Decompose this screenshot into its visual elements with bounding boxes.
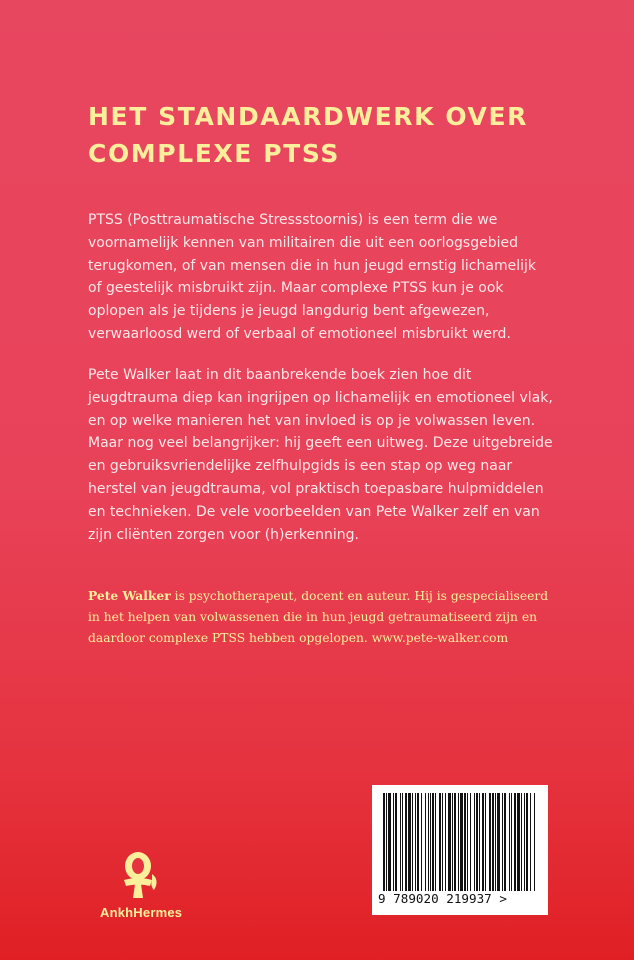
barcode-bar: [395, 793, 397, 891]
barcode-bar: [464, 793, 466, 891]
publisher-name: AnkhHermes: [100, 905, 183, 920]
barcode-bar: [534, 793, 535, 891]
barcode-bar: [421, 793, 422, 891]
text-line: voornamelijk kennen van militairen die uit een oorlogsgebied: [88, 234, 518, 251]
barcode-bar: [415, 793, 416, 891]
heading-line: HET STANDAARDWERK OVER: [88, 102, 529, 131]
barcode-bar: [445, 793, 446, 891]
barcode-bar: [430, 793, 431, 891]
barcode-bar: [497, 793, 500, 891]
barcode-bar: [526, 793, 528, 891]
barcode-bar: [517, 793, 520, 891]
barcode-bar: [393, 793, 394, 891]
barcode-bar: [458, 793, 459, 891]
barcode-bar: [412, 793, 413, 891]
barcode-bar: [435, 793, 436, 891]
author-bio-line: in het helpen van volwassenen die in hun jeugd getraumatiseerd zijn en: [88, 610, 538, 624]
description-paragraph-1: [88, 209, 568, 346]
description-paragraph-2: [88, 364, 568, 546]
barcode-bar: [530, 793, 531, 891]
author-bio: [88, 585, 568, 649]
text-line: oplopen als je tijdens je jeugd langdurig bent afgewezen,: [88, 303, 490, 320]
barcode-panel: [372, 785, 548, 915]
barcode-bar: [417, 793, 419, 891]
barcode-bar: [489, 793, 491, 891]
barcode-bar: [495, 793, 496, 891]
text-line: Maar nog veel belangrijker: hij geeft een uitweg. Deze uitgebreide: [88, 435, 553, 452]
author-bio-text: is psychotherapeut, docent en auteur. Hij is gespecialiseerd: [170, 589, 549, 603]
barcode-bar: [521, 793, 522, 891]
text-line: terugkomen, of van mensen die in hun jeugd ernstig lichamelijk: [88, 257, 536, 274]
text-line: of geestelijk misbruikt zijn. Maar complexe PTSS kun je ook: [88, 280, 504, 297]
barcode-bar: [454, 793, 456, 891]
barcode-bar: [402, 793, 403, 891]
text-line: en gebruiksvriendelijke zelfhulpgids is een stap op weg naar: [88, 458, 513, 475]
isbn-number: 9 789020 219937 >: [378, 891, 507, 906]
barcode-bar: [524, 793, 525, 891]
barcode-bar: [511, 793, 512, 891]
text-line: PTSS (Posttraumatische Stressstoornis) is een term die we: [88, 212, 498, 228]
barcode-bar: [479, 793, 480, 891]
cover-heading: [88, 98, 568, 172]
barcode-bar: [492, 793, 494, 891]
text-line: jeugdtrauma diep kan ingrijpen op lichamelijk en emotioneel vlak,: [88, 389, 553, 406]
text-line: Pete Walker laat in dit baanbrekende boek zien hoe dit: [88, 367, 472, 383]
barcode-bar: [442, 793, 443, 891]
barcode-bar: [425, 793, 426, 891]
publisher-logo: [100, 850, 190, 940]
barcode-bar: [408, 793, 411, 891]
barcode-bar: [432, 793, 434, 891]
text-line: en op welke manieren het van invloed is op je volwassen leven.: [88, 412, 536, 429]
barcode-bar: [514, 793, 516, 891]
author-name: Pete Walker: [88, 588, 171, 603]
barcode-bar: [476, 793, 478, 891]
author-bio-line: [88, 585, 568, 607]
barcode-bar: [467, 793, 468, 891]
barcode-bar: [400, 793, 401, 891]
barcode-bar: [428, 793, 429, 891]
barcode-bar: [452, 793, 453, 891]
barcode-bar: [388, 793, 391, 891]
text-line: herstel van jeugdtrauma, vol praktisch toepasbare hulpmiddelen: [88, 480, 544, 497]
barcode-bar: [482, 793, 484, 891]
text-line: zijn cliënten zorgen voor (h)erkenning.: [88, 526, 359, 543]
barcode-bar: [460, 793, 463, 891]
text-line: en technieken. De vele voorbeelden van Pete Walker zelf en van: [88, 503, 540, 520]
author-bio-line: daardoor complexe PTSS hebben opgelopen. www.pete-walker.com: [88, 631, 509, 645]
barcode-bar: [485, 793, 486, 891]
barcode-bar: [383, 793, 385, 891]
barcode-icon: [383, 793, 535, 891]
barcode-bar: [386, 793, 387, 891]
barcode-bar: [439, 793, 441, 891]
barcode-bar: [509, 793, 510, 891]
barcode-bar: [474, 793, 475, 891]
barcode-bar: [448, 793, 451, 891]
text-line: verwaarloosd werd of verbaal of emotioneel misbruikt werd.: [88, 325, 511, 342]
barcode-bar: [502, 793, 503, 891]
barcode-bar: [470, 793, 471, 891]
ankh-logo-icon: [116, 850, 166, 902]
heading-line: COMPLEXE PTSS: [88, 139, 340, 168]
barcode-bar: [405, 793, 407, 891]
barcode-bar: [504, 793, 506, 891]
